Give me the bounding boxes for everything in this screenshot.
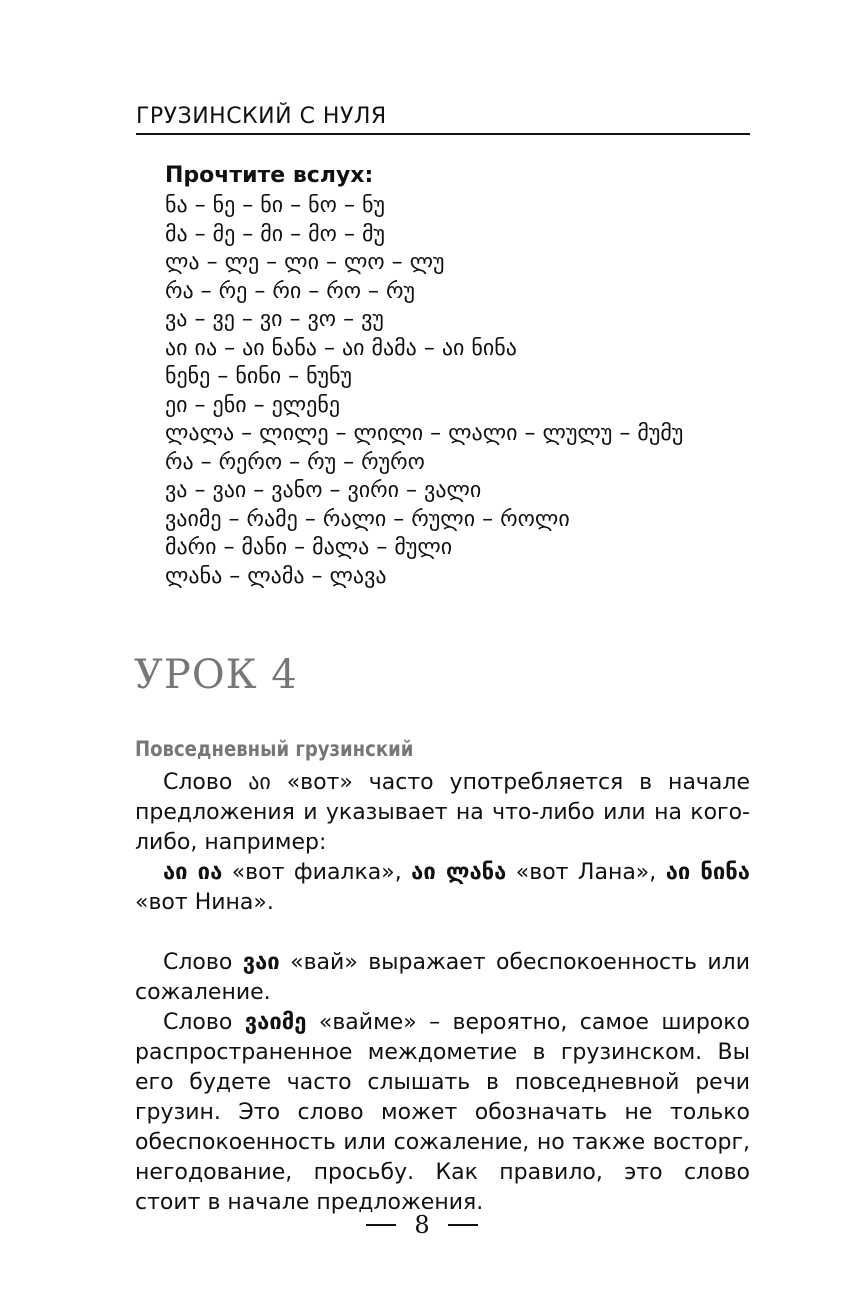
paragraph	[135, 858, 750, 918]
georgian-phrase: აი ია	[163, 860, 223, 885]
exercise-title: Прочтите вслух:	[165, 163, 374, 188]
reading-exercise	[165, 162, 750, 591]
text-run: «вайме» – вероятно, самое широко распространенное междометие в грузинском. Вы его будете часто слышать в повседневной речи грузин. Это слово может обозначать не только обеспокоенность или сожаление, но также восторг, негодование, просьбу. Как правило, это слово стоит в начале предложения.	[135, 1010, 750, 1215]
text-run: Слово	[163, 1010, 245, 1035]
syllable-line: ნა – ნე – ნი – ნო – ნუ	[165, 193, 385, 218]
syllable-list	[165, 192, 750, 591]
syllable-line: ვა – ვე – ვი – ვო – ვუ	[165, 307, 384, 332]
syllable-line: ვაიმე – რამე – რალი – რული – როლი	[165, 506, 570, 532]
page-number: 8	[414, 1210, 430, 1239]
text-run: Слово	[163, 770, 249, 795]
georgian-phrase: აი ლანა	[411, 860, 507, 885]
georgian-phrase: აი ნინა	[665, 860, 750, 885]
text-run: «вот» часто употребляется в начале предложения и указывает на что-либо или на кого-либо, например:	[135, 770, 751, 855]
paragraph	[135, 948, 750, 1008]
paragraph	[135, 768, 750, 858]
syllable-line: ლა – ლე – ლი – ლო – ლუ	[165, 250, 445, 275]
text-run: «вот фиалка»,	[222, 860, 412, 885]
syllable-line: მარი – მანი – მალა – მული	[165, 535, 453, 560]
syllable-line: რა – რერო – რუ – რურო	[165, 449, 425, 475]
footer-dash-right	[448, 1224, 478, 1226]
syllable-line: ლანა – ლამა – ლავა	[165, 563, 387, 589]
syllable-line: ეი – ენი – ელენე	[165, 392, 341, 418]
lesson-body	[135, 768, 750, 1218]
syllable-line: ნენე – ნინი – ნუნუ	[165, 364, 353, 389]
lesson-heading: УРОК 4	[134, 652, 298, 698]
georgian-word: ვაიმე	[244, 1010, 307, 1035]
syllable-line: ლალა – ლილე – ლილი – ლალი – ლულუ – მუმუ	[165, 421, 684, 446]
footer-dash-left	[366, 1224, 396, 1226]
running-header: ГРУЗИНСКИЙ С НУЛЯ	[136, 104, 387, 129]
georgian-word: აი	[248, 770, 271, 795]
text-run: «вот Лана»,	[506, 860, 666, 885]
syllable-line: მა – მე – მი – მო – მუ	[165, 221, 385, 247]
syllable-line: რა – რე – რი – რო – რუ	[165, 278, 416, 304]
syllable-line: ვა – ვაი – ვანო – ვირი – ვალი	[165, 478, 482, 503]
text-run: «вот Нина».	[135, 890, 274, 915]
paragraph	[135, 1008, 750, 1218]
text-run: Слово	[163, 950, 243, 975]
header-divider	[136, 133, 750, 135]
syllable-line: აი ია – აი ნანა – აი მამა – აი ნინა	[165, 335, 517, 361]
page-footer	[0, 1209, 844, 1239]
section-heading: Повседневный грузинский	[135, 737, 414, 761]
georgian-word: ვაი	[242, 950, 280, 975]
text-run: «вай» выражает обеспокоенность или сожаление.	[135, 950, 750, 1005]
